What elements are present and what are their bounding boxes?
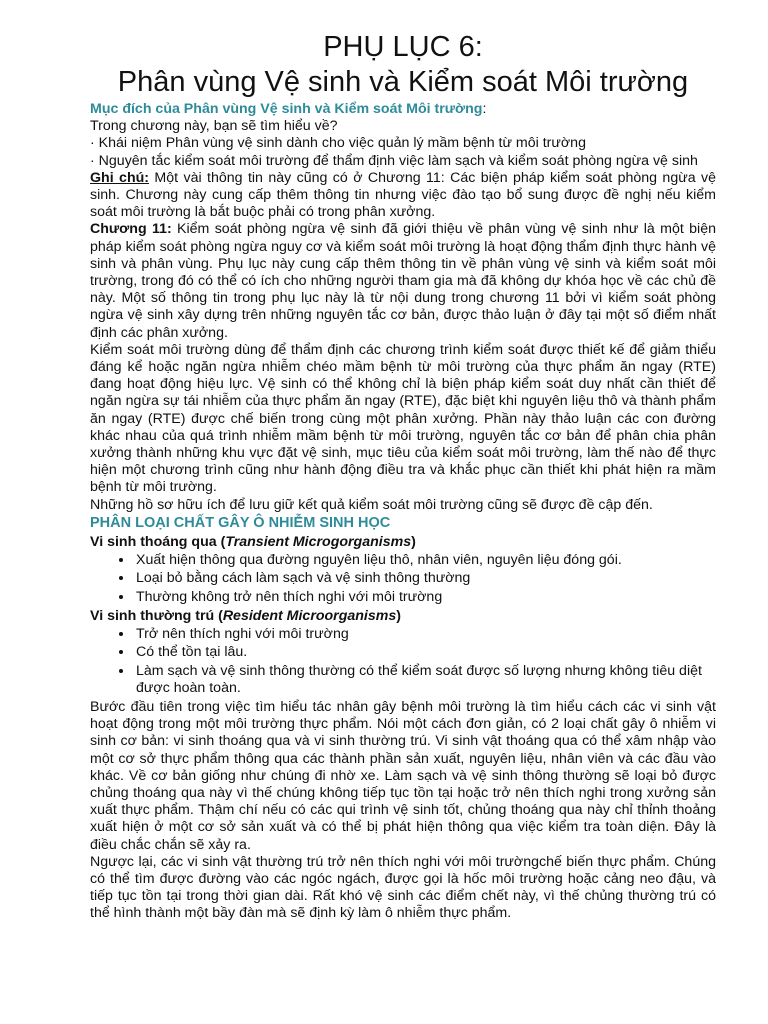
list-item: • Trở nên thích nghi với môi trường	[134, 626, 716, 643]
transient-close: )	[411, 534, 416, 551]
transient-english: Transient Microgorganisms	[225, 534, 412, 551]
list-item: • Thường không trở nên thích nghi với môi trường	[134, 589, 716, 606]
page-title: PHỤ LỤC 6:	[323, 31, 483, 63]
records-paragraph: Những hồ sơ hữu ích để lưu giữ kết quả kiểm soát môi trường cũng sẽ được đề cập đến.	[90, 496, 653, 513]
conversely-paragraph: Ngược lại, các vi sinh vật thường trú trở nên thích nghi với môi trườngchế biến thực phẩm. Chúng có thể tìm được đường vào các ngóc ngách, được gọi là hốc môi trường hoặc cảng neo đậu, và tiếp tục tồn tại trong thời gian dài. Rất khó vệ sinh các điểm chết này, vì thế chủng thường trú có thể hình thành một bầy đàn mà sẽ định kỳ làm ô nhiễm thực phẩm.	[90, 853, 716, 922]
purpose-heading-colon: :	[482, 101, 487, 117]
list-item: • Xuất hiện thông qua đường nguyên liệu thô, nhân viên, nguyên liệu đóng gói.	[134, 552, 716, 569]
list-item: • Loại bỏ bằng cách làm sạch và vệ sinh thông thường	[134, 570, 716, 587]
note-paragraph	[90, 170, 716, 222]
resident-heading	[90, 608, 716, 625]
chapter-paragraph	[90, 221, 716, 341]
transient-heading	[90, 534, 716, 551]
first-step-paragraph: Bước đầu tiên trong việc tìm hiểu tác nhân gây bệnh môi trường là tìm hiểu cách các vi sinh vật hoạt động trong một môi trường thực phẩm. Nói một cách đơn giản, có 2 loại chất gây ô nhiễm vi sinh cơ bản: vi sinh thoáng qua và vi sinh thường trú. Vi sinh vật thoáng qua có thể xâm nhập vào một cơ sở thực phẩm thông qua các thành phần sản xuất, nguyên liệu, nhân viên và các đầu vào khác. Về cơ bản giống như chúng đi nhờ xe. Làm sạch và vệ sinh thông thường sẽ loại bỏ được chủng thoáng qua này vì thế chúng không tiếp tục tồn tại hoặc trở nên thích nghi trong xưởng sản xuất thực phẩm. Thậm chí nếu có các qui trình vệ sinh tốt, chủng thoáng qua này chỉ thỉnh thoảng xuất hiện ở một cơ sở sản xuất và có thể bị phát hiện thông qua việc kiểm tra toàn diện. Đây là điều chắc chắn sẽ xảy ra.	[90, 698, 716, 853]
resident-close: )	[396, 607, 401, 624]
transient-list	[90, 552, 716, 606]
purpose-lead: Trong chương này, bạn sẽ tìm hiểu về?	[90, 118, 338, 135]
purpose-heading	[90, 101, 716, 118]
environment-paragraph: Kiểm soát môi trường dùng để thẩm định các chương trình kiểm soát được thiết kế để giảm thiểu đáng kể hoặc ngăn ngừa nhiễm chéo mầm bệnh từ môi trường của thực phẩm ăn ngay (RTE) đang hoạt động hiệu lực. Vệ sinh có thể không chỉ là biện pháp kiểm soát duy nhất cần thiết để ngăn ngừa sự tái nhiễm của thực phẩm ăn ngay (RTE), đặc biệt khi nguyên liệu thô và thành phẩm ăn ngay (RTE) được chế biến trong cùng một phân xưởng. Phần này thảo luận các con đường khác nhau của quá trình nhiễm mầm bệnh từ môi trường, nguyên tắc cơ bản để phân chia phân xưởng thành những khu vực đặt vệ sinh, mục tiêu của kiểm soát môi trường, làm thế nào để thực hiện một chương trình cũng như hành động điều tra và khắc phục cần thiết khi phát hiện ra mầm bệnh từ môi trường.	[90, 341, 716, 496]
chapter-label: Chương 11:	[90, 221, 172, 238]
purpose-heading-text: Mục đích của Phân vùng Vệ sinh và Kiểm soát Môi trường	[90, 101, 483, 117]
note-text: Một vài thông tin này cũng có ở Chương 11: Các biện pháp kiểm soát phòng ngừa vệ sinh. Chương này cung cấp thêm thông tin nhưng việc đào tạo bổ sung được đề nghị nếu kiểm soát môi trường là bắt buộc phải có trong phân xưởng.	[90, 169, 716, 221]
chapter-text: Kiểm soát phòng ngừa vệ sinh đã giới thiệu về phân vùng vệ sinh như là một biện pháp kiểm soát phòng ngừa nguy cơ và kiểm soát môi trường là hoạt động thẩm định thực hành vệ sinh và phân vùng. Phụ lục này cung cấp thêm thông tin về phân vùng vệ sinh và kiểm soát môi trường, trong đó có thể có ích cho những người tham gia mà đã không dự khóa học về các chủ đề này. Một số thông tin trong phụ lục này là từ nội dung trong chương 11 bởi vì kiểm soát phòng ngừa vệ sinh xây dựng trên những nguyên tắc cơ bản, được thảo luận ở đây tại một số điểm nhất định các phân xưởng.	[90, 221, 716, 341]
transient-label: Vi sinh thoáng qua (	[90, 534, 226, 551]
list-item: • Làm sạch và vệ sinh thông thường có thể kiểm soát được số lượng nhưng không tiêu diệt được hoàn toàn.	[134, 663, 716, 697]
resident-english: Resident Microorganisms	[222, 607, 397, 624]
purpose-item: · Nguyên tắc kiểm soát môi trường để thẩm định việc làm sạch và kiểm soát phòng ngừa vệ sinh	[90, 152, 698, 169]
resident-list	[90, 626, 716, 697]
page-subtitle: Phân vùng Vệ sinh và Kiểm soát Môi trường	[117, 66, 689, 98]
note-label: Ghi chú:	[90, 169, 150, 186]
resident-label: Vi sinh thường trú (	[90, 607, 223, 624]
classification-heading: PHÂN LOẠI CHẤT GÂY Ô NHIỄM SINH HỌC	[90, 514, 391, 531]
list-item: • Có thể tồn tại lâu.	[134, 644, 716, 661]
purpose-item: · Khái niệm Phân vùng vệ sinh dành cho việc quản lý mầm bệnh từ môi trường	[90, 135, 586, 152]
